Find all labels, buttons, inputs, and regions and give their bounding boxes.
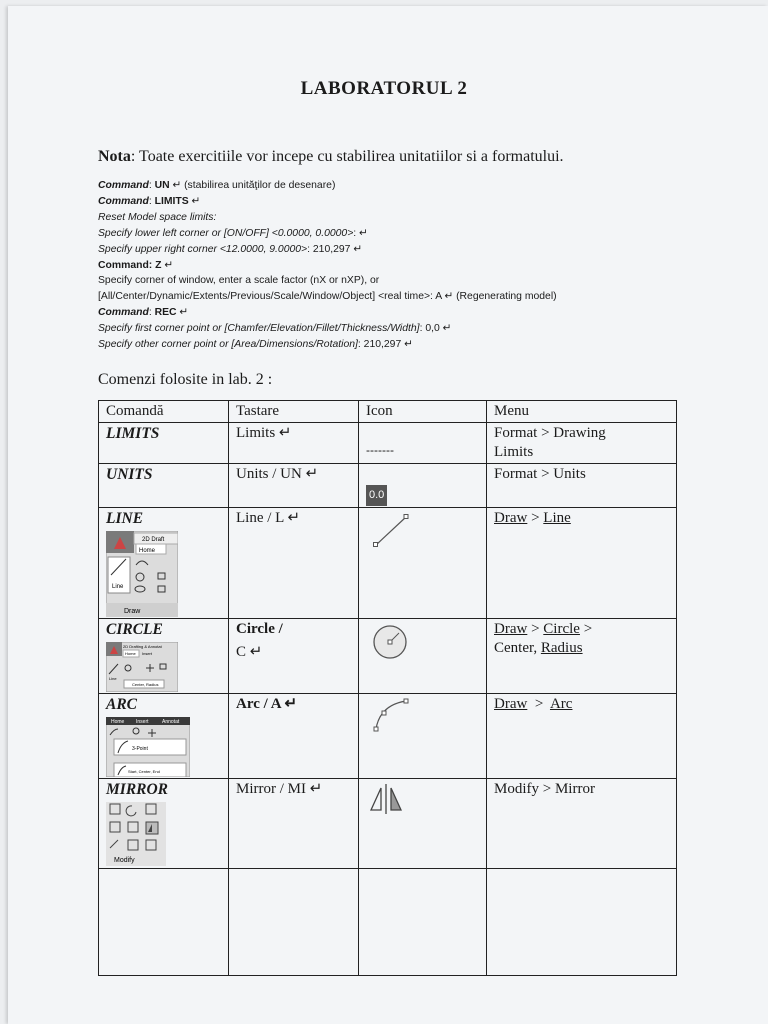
arc-icon — [370, 695, 410, 735]
svg-text:Home: Home — [139, 548, 156, 554]
command-cell — [99, 694, 229, 779]
svg-text:Start, Center, End: Start, Center, End — [128, 769, 160, 774]
icon-cell — [359, 694, 487, 779]
menu-cell: Draw > Line — [487, 508, 677, 619]
command-line: Specify corner of window, enter a scale factor (nX or nXP), or — [98, 275, 380, 287]
menu-cell: Format > Drawing Limits — [487, 423, 677, 464]
mirror-icon — [368, 782, 408, 816]
command-name: MIRROR — [106, 781, 169, 798]
svg-text:3-Point: 3-Point — [132, 746, 148, 752]
nota-paragraph — [98, 148, 564, 166]
menu-cell: Modify > Mirror — [487, 779, 677, 869]
svg-text:Center, Radius: Center, Radius — [132, 682, 159, 687]
command-line: Command: UN ↵ (stabilirea unităţilor de desenare) — [98, 180, 336, 191]
key-cell: Line / L ↵ — [229, 508, 359, 619]
svg-text:Insert: Insert — [142, 651, 153, 656]
command-transcript — [98, 178, 557, 353]
nota-text: : Toate exercitiile vor incepe cu stabilirea unitatiilor si a formatului. — [130, 148, 564, 165]
table-row — [99, 779, 677, 869]
key-cell: Mirror / MI ↵ — [229, 779, 359, 869]
table-header-row — [99, 401, 677, 423]
header-cell: Tastare — [229, 401, 359, 423]
key-cell: Limits ↵ — [229, 423, 359, 464]
menu-cell: Draw > Circle > Center, Radius — [487, 619, 677, 694]
command-name: ARC — [106, 696, 138, 713]
svg-text:Insert: Insert — [136, 719, 149, 725]
command-line: Specify first corner point or [Chamfer/Elevation/Fillet/Thickness/Width]: 0,0 ↵ — [98, 323, 452, 335]
command-cell — [99, 619, 229, 694]
command-line: Specify upper right corner <12.0000, 9.0000>: 210,297 ↵ — [98, 243, 363, 255]
svg-text:Modify: Modify — [114, 857, 135, 864]
command-line: Specify other corner point or [Area/Dimensions/Rotation]: 210,297 ↵ — [98, 339, 413, 351]
command-cell — [99, 464, 229, 508]
header-cell: Menu — [487, 401, 677, 423]
circle-icon — [370, 622, 410, 662]
line-icon — [370, 511, 410, 551]
key-cell: Units / UN ↵ — [229, 464, 359, 508]
command-cell — [99, 508, 229, 619]
command-name: LIMITS — [106, 425, 160, 442]
svg-text:Home: Home — [111, 719, 125, 725]
command-line: Command: LIMITS ↵ — [98, 195, 201, 207]
table-row — [99, 619, 677, 694]
command-line: Specify lower left corner or [ON/OFF] <0.0000, 0.0000>: ↵ — [98, 227, 368, 239]
table-row — [99, 423, 677, 464]
command-line: [All/Center/Dynamic/Extents/Previous/Scale/Window/Object] <real time>: A ↵ (Regenerating model) — [98, 291, 557, 303]
ribbon-circle-panel-screenshot — [106, 642, 178, 692]
command-line: Reset Model space limits: — [98, 211, 217, 223]
command-line: Command: Z ↵ — [98, 259, 174, 271]
command-cell — [99, 423, 229, 464]
table-row — [99, 464, 677, 508]
commands-table — [98, 400, 677, 976]
table-row — [99, 508, 677, 619]
svg-text:Home: Home — [125, 651, 136, 656]
menu-cell: Format > Units — [487, 464, 677, 508]
ribbon-modify-panel-screenshot — [106, 802, 166, 866]
nota-label: Nota — [98, 148, 131, 165]
table-row — [99, 694, 677, 779]
svg-text:2D Draft: 2D Draft — [142, 537, 165, 543]
ribbon-arc-panel-screenshot — [106, 717, 190, 777]
svg-text:2D Drafting & Annotat: 2D Drafting & Annotat — [123, 644, 162, 649]
header-cell: Icon — [359, 401, 487, 423]
table-row-empty — [99, 869, 677, 976]
svg-text:Line: Line — [109, 676, 117, 681]
units-icon: 0.0 — [366, 485, 387, 506]
icon-cell — [359, 508, 487, 619]
table-heading: Comenzi folosite in lab. 2 : — [98, 371, 273, 388]
icon-cell — [359, 779, 487, 869]
key-cell: Circle / C ↵ — [229, 619, 359, 694]
icon-cell — [359, 619, 487, 694]
icon-cell — [359, 423, 487, 464]
command-name: CIRCLE — [106, 621, 163, 638]
header-cell: Comandă — [99, 401, 229, 423]
ribbon-draw-panel-screenshot — [106, 531, 178, 617]
svg-text:Line: Line — [112, 584, 124, 590]
menu-cell: Draw > Arc — [487, 694, 677, 779]
svg-text:Draw: Draw — [124, 608, 141, 615]
command-name: LINE — [106, 510, 144, 527]
command-cell — [99, 779, 229, 869]
key-cell: Arc / A ↵ — [229, 694, 359, 779]
icon-cell — [359, 464, 487, 508]
page-title: LABORATORUL 2 — [300, 78, 468, 99]
command-name: UNITS — [106, 466, 153, 483]
dashes-icon: ------- — [366, 443, 394, 457]
svg-text:Annotat: Annotat — [162, 719, 180, 725]
command-line: Command: REC ↵ — [98, 307, 189, 319]
